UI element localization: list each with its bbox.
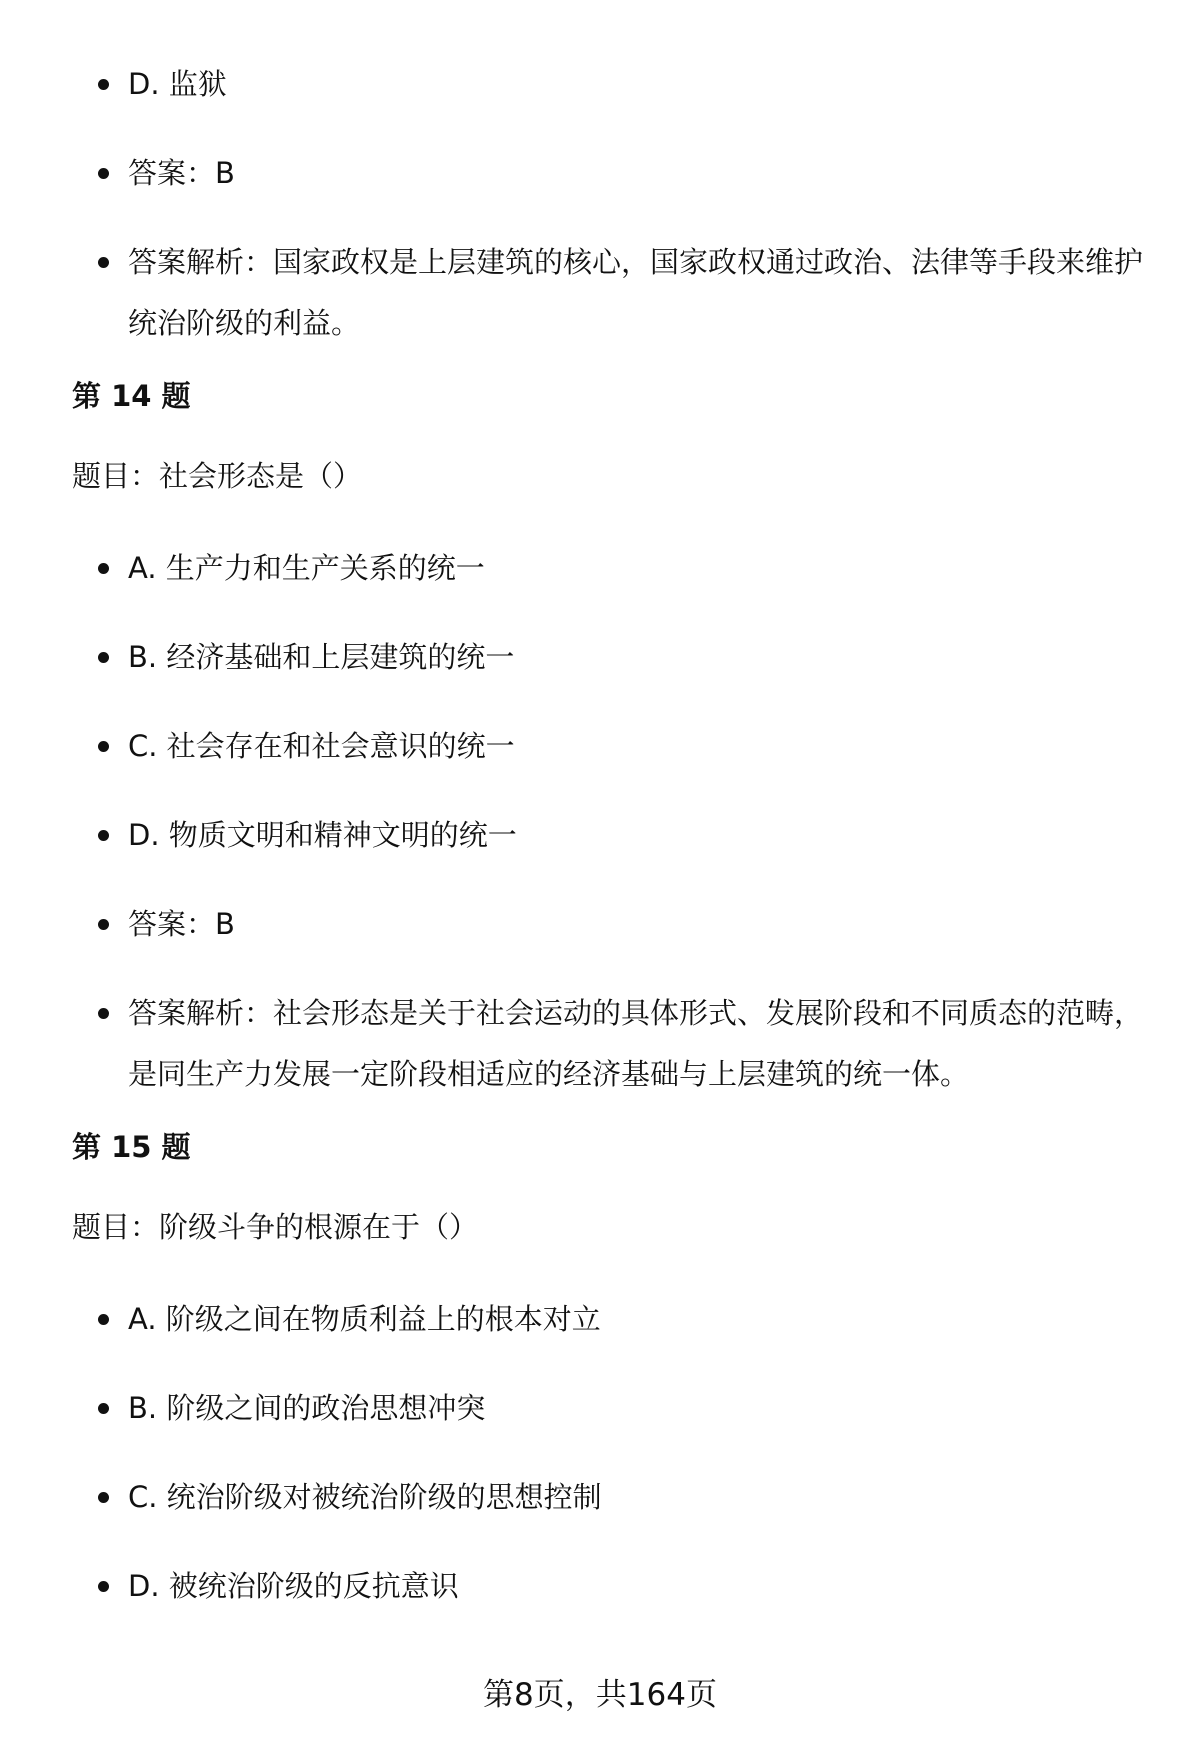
- option-a: A. 生产力和生产关系的统一: [72, 538, 1152, 599]
- question-15-list: [72, 1289, 1152, 1617]
- option-b: B. 经济基础和上层建筑的统一: [72, 627, 1152, 688]
- option-a: A. 阶级之间在物质利益上的根本对立: [72, 1289, 1152, 1350]
- question-14-title: 第 14 题: [72, 379, 191, 413]
- option-c: C. 社会存在和社会意识的统一: [72, 716, 1152, 777]
- question-14-stem: 题目：社会形态是（）: [72, 459, 363, 493]
- question-15-title: 第 15 题: [72, 1130, 191, 1164]
- answer-explanation: 答案解析：社会形态是关于社会运动的具体形式、发展阶段和不同质态的范畴，是同生产力发展一定阶段相适应的经济基础与上层建筑的统一体。: [72, 983, 1152, 1105]
- option-d: D. 被统治阶级的反抗意识: [72, 1556, 1152, 1617]
- page-number: 第8页，共164页: [483, 1677, 717, 1713]
- question-13-list: [72, 54, 1152, 354]
- option-d: D. 物质文明和精神文明的统一: [72, 805, 1152, 866]
- answer-explanation: 答案解析：国家政权是上层建筑的核心，国家政权通过政治、法律等手段来维护统治阶级的利益。: [72, 232, 1152, 354]
- option-c: C. 统治阶级对被统治阶级的思想控制: [72, 1467, 1152, 1528]
- option-b: B. 阶级之间的政治思想冲突: [72, 1378, 1152, 1439]
- document-content: [72, 54, 1152, 1645]
- question-14-list: [72, 538, 1152, 1105]
- question-15-stem: 题目：阶级斗争的根源在于（）: [72, 1210, 479, 1244]
- answer: 答案：B: [72, 143, 1152, 204]
- option-d: D. 监狱: [72, 54, 1152, 115]
- answer: 答案：B: [72, 894, 1152, 955]
